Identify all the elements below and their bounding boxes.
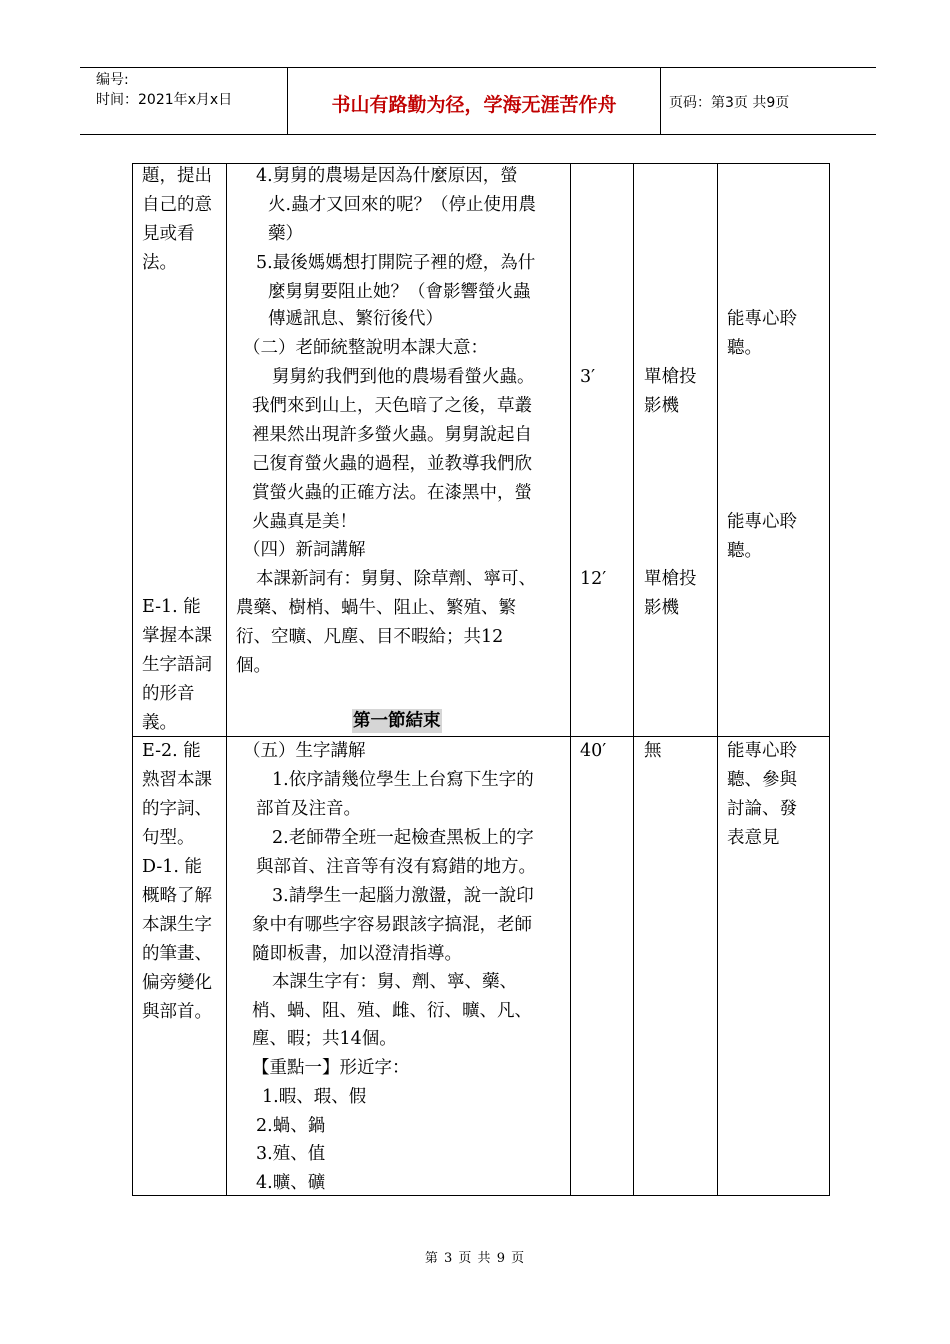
header-motto: 书山有路勤为径，学海无涯苦作舟 <box>331 94 617 116</box>
header-meta <box>96 70 232 110</box>
column-divider-3 <box>633 164 634 1195</box>
column-divider-2 <box>570 164 571 1195</box>
row1-objective: 題，提出 自己的意 見或看 法。 <box>142 166 212 273</box>
row1-activity-line: 傳遞訊息、繁衍後代） <box>268 309 443 329</box>
row1-activity-line: 己復育螢火蟲的過程，並教導我們欣 <box>252 454 532 474</box>
row1-activity-line: 藥） <box>268 224 303 244</box>
row2-resource: 無 <box>644 741 662 761</box>
row2-activity-line: （五）生字講解 <box>243 741 366 761</box>
row1-activity-line: 火.蟲才又回來的呢？（停止使用農 <box>268 195 537 215</box>
row1-activity-line: 4.舅舅的農場是因為什麼原因，螢 <box>256 166 518 186</box>
row1-objective-e1: E-1. 能 掌握本課 生字語詞 的形音 義。 <box>142 597 212 733</box>
row2-activity-line: 2.蝸、鍋 <box>256 1116 326 1136</box>
row1-activity-line: 火蟲真是美！ <box>252 512 357 532</box>
row1-activity-line: （四）新詞講解 <box>243 540 366 560</box>
row2-activity-line: 【重點一】形近字： <box>252 1058 410 1078</box>
row2-activity-line: 1.依序請幾位學生上台寫下生字的 <box>272 770 534 790</box>
row2-time: 40′ <box>580 741 607 761</box>
row1-activity-line: 舅舅約我們到他的農場看螢火蟲。 <box>272 367 535 387</box>
row2-activity-line: 4.曠、礦 <box>256 1173 326 1193</box>
row1-activity-line: 個。 <box>236 656 271 676</box>
row1-assess-b: 能專心聆 聽。 <box>727 512 797 561</box>
row1-activity-line: 本課新詞有：舅舅、除草劑、寧可、 <box>256 569 536 589</box>
row1-activity-line: 衍、空曠、凡塵、目不暇給；共12 <box>236 627 504 647</box>
row2-activity-line: 2.老師帶全班一起檢查黑板上的字 <box>272 828 534 848</box>
row1-activity-line: 農藥、樹梢、蝸牛、阻止、繁殖、繁 <box>236 598 516 618</box>
row2-activity-line: 塵、暇；共14個。 <box>252 1029 397 1049</box>
row1-resource-b: 單槍投 影機 <box>644 569 697 618</box>
row-divider <box>133 736 829 737</box>
row2-activity-line: 3.殖、值 <box>256 1144 326 1164</box>
serial-label: 编号: <box>96 72 129 88</box>
row1-activity-line: 裡果然出現許多螢火蟲。舅舅說起自 <box>252 425 532 445</box>
row1-activity-line: 賞螢火蟲的正確方法。在漆黑中，螢 <box>252 483 532 503</box>
row1-activity-line: 5.最後媽媽想打開院子裡的燈，為什 <box>256 253 536 273</box>
row2-activity-line: 3.請學生一起腦力激盪，說一說印 <box>272 886 534 906</box>
column-divider-1 <box>226 164 227 1195</box>
row2-activity-line: 1.暇、瑕、假 <box>262 1087 367 1107</box>
header-bottom-rule <box>80 134 876 135</box>
row2-objective: E-2. 能 熟習本課 的字詞、 句型。 D-1. 能 概略了解 本課生字 的筆畫、 偏旁變化 與部首。 <box>142 741 212 1022</box>
row2-activity-line: 與部首、注音等有沒有寫錯的地方。 <box>256 857 536 877</box>
row2-assess: 能專心聆 聽、參與 討論、發 表意見 <box>727 741 797 848</box>
row1-activity-line: 麼舅舅要阻止她？（會影響螢火蟲 <box>268 282 531 302</box>
header-page-info: 页码：第3页 共9页 <box>669 95 790 111</box>
header-divider-right <box>660 68 661 134</box>
row1-assess-a: 能專心聆 聽。 <box>727 309 797 358</box>
row2-activity-line: 象中有哪些字容易跟該字搞混，老師 <box>252 915 532 935</box>
page-footer: 第 3 页 共 9 页 <box>424 1251 526 1266</box>
column-divider-4 <box>717 164 718 1195</box>
header-top-rule <box>80 67 876 68</box>
row1-time-b: 12′ <box>580 569 607 589</box>
row1-activity-line: （二）老師統整說明本課大意： <box>243 338 488 358</box>
header-divider-left <box>287 68 288 134</box>
row2-activity-line: 部首及注音。 <box>256 799 361 819</box>
row2-activity-line: 本課生字有：舅、劑、寧、藥、 <box>272 972 517 992</box>
row2-activity-line: 梢、蝸、阻、殖、雌、衍、曠、凡、 <box>252 1001 532 1021</box>
row1-resource-a: 單槍投 影機 <box>644 367 697 416</box>
row1-time-a: 3′ <box>580 367 596 387</box>
row2-activity-line: 隨即板書，加以澄清指導。 <box>252 944 462 964</box>
row1-activity-line: 我們來到山上，天色暗了之後，草叢 <box>252 396 532 416</box>
time-label: 时间：2021年x月x日 <box>96 92 233 108</box>
section-end-label: 第一節結束 <box>353 711 441 731</box>
